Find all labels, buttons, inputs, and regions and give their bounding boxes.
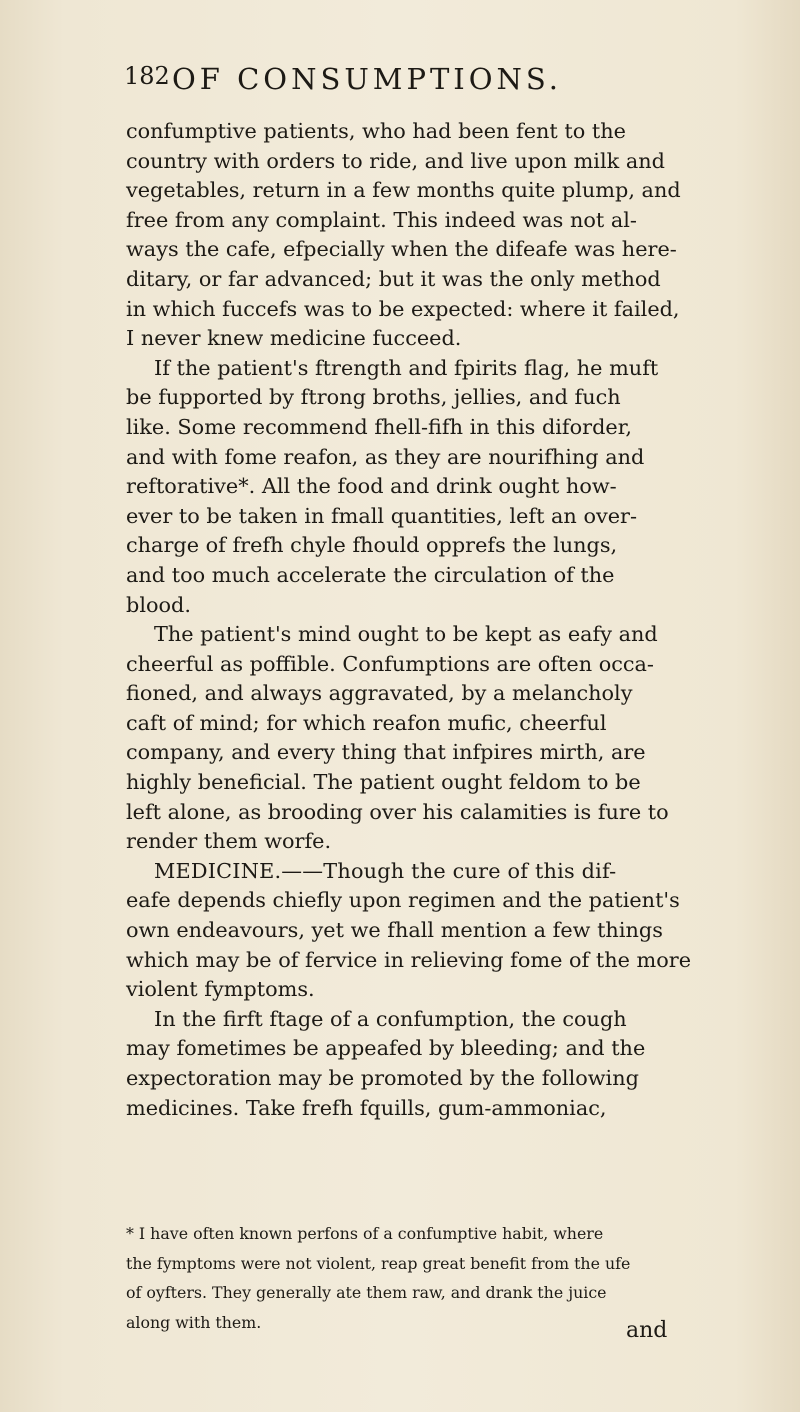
text-line: which may be of fervice in relieving fome of the more [126, 947, 692, 972]
text-line: fioned, and always aggravated, by a melancholy [126, 681, 633, 706]
text-line: ditary, or far advanced; but it was the only method [126, 266, 661, 291]
text-line: vegetables, return in a few months quite plump, and [126, 178, 681, 203]
page-header [124, 62, 684, 102]
text-line: ways the cafe, efpecially when the difeafe was here- [126, 237, 677, 262]
medicine-section-line: MEDICINE.——Though the cure of this dif- [154, 858, 617, 883]
text-line: caft of mind; for which reafon mufic, cheerful [126, 710, 607, 735]
text-line: expectoration may be promoted by the following [126, 1066, 639, 1090]
text-line: reftorative*. All the food and drink ought how- [126, 474, 617, 499]
text-line: company, and every thing that infpires mirth, are [126, 740, 646, 765]
footnote-line: of oyfters. They generally ate them raw, and drank the juice [126, 1283, 607, 1303]
text-line: medicines. Take frefh fquills, gum-ammoniac, [126, 1095, 607, 1120]
text-line: in which fuccefs was to be expected: where it failed, [126, 296, 680, 321]
text-line: left alone, as brooding over his calamities is fure to [126, 799, 669, 824]
footnote-line: * I have often known perfons of a confumptive habit, where [126, 1224, 604, 1243]
text-line: country with orders to ride, and live upon milk and [126, 148, 665, 173]
paragraph-start-line: The patient's mind ought to be kept as eafy and [154, 622, 658, 647]
main-text [126, 117, 692, 1123]
text-line: violent fymptoms. [126, 977, 315, 1002]
text-line: own endeavours, yet we fhall mention a few things [126, 918, 663, 943]
text-line: be fupported by ftrong broths, jellies, and fuch [126, 385, 621, 410]
text-line: render them worfe. [126, 829, 332, 854]
text-line: and too much accelerate the circulation of the [126, 562, 615, 587]
text-line: like. Some recommend fhell-fifh in this diforder, [126, 414, 632, 439]
footnote [126, 1222, 686, 1340]
text-line: and with fome reafon, as they are nourifhing and [126, 444, 645, 469]
text-line: blood. [126, 592, 191, 617]
catchword: and [626, 1318, 668, 1343]
text-line: I never knew medicine fucceed. [126, 326, 462, 351]
text-line: eafe depends chiefly upon regimen and the patient's [126, 888, 680, 913]
text-line: free from any complaint. This indeed was not al- [126, 207, 637, 232]
running-head: OF CONSUMPTIONS. [172, 62, 562, 96]
page-number: 182 [124, 62, 170, 90]
text-line: highly beneficial. The patient ought feldom to be [126, 770, 641, 795]
footnote-line: the fymptoms were not violent, reap great benefit from the ufe [126, 1253, 631, 1273]
text-line: charge of frefh chyle fhould opprefs the lungs, [126, 533, 618, 558]
text-line: cheerful as poffible. Confumptions are often occa- [126, 651, 654, 676]
text-line: may fometimes be appeafed by bleeding; and the [126, 1036, 646, 1061]
paragraph-start-line: If the patient's ftrength and fpirits flag, he muft [154, 355, 659, 380]
text-line: confumptive patients, who had been fent to the [126, 119, 626, 143]
text-line: ever to be taken in fmall quantities, left an over- [126, 503, 637, 528]
footnote-line: along with them. [126, 1312, 262, 1332]
paragraph-start-line: In the firft ftage of a confumption, the cough [154, 1006, 627, 1031]
